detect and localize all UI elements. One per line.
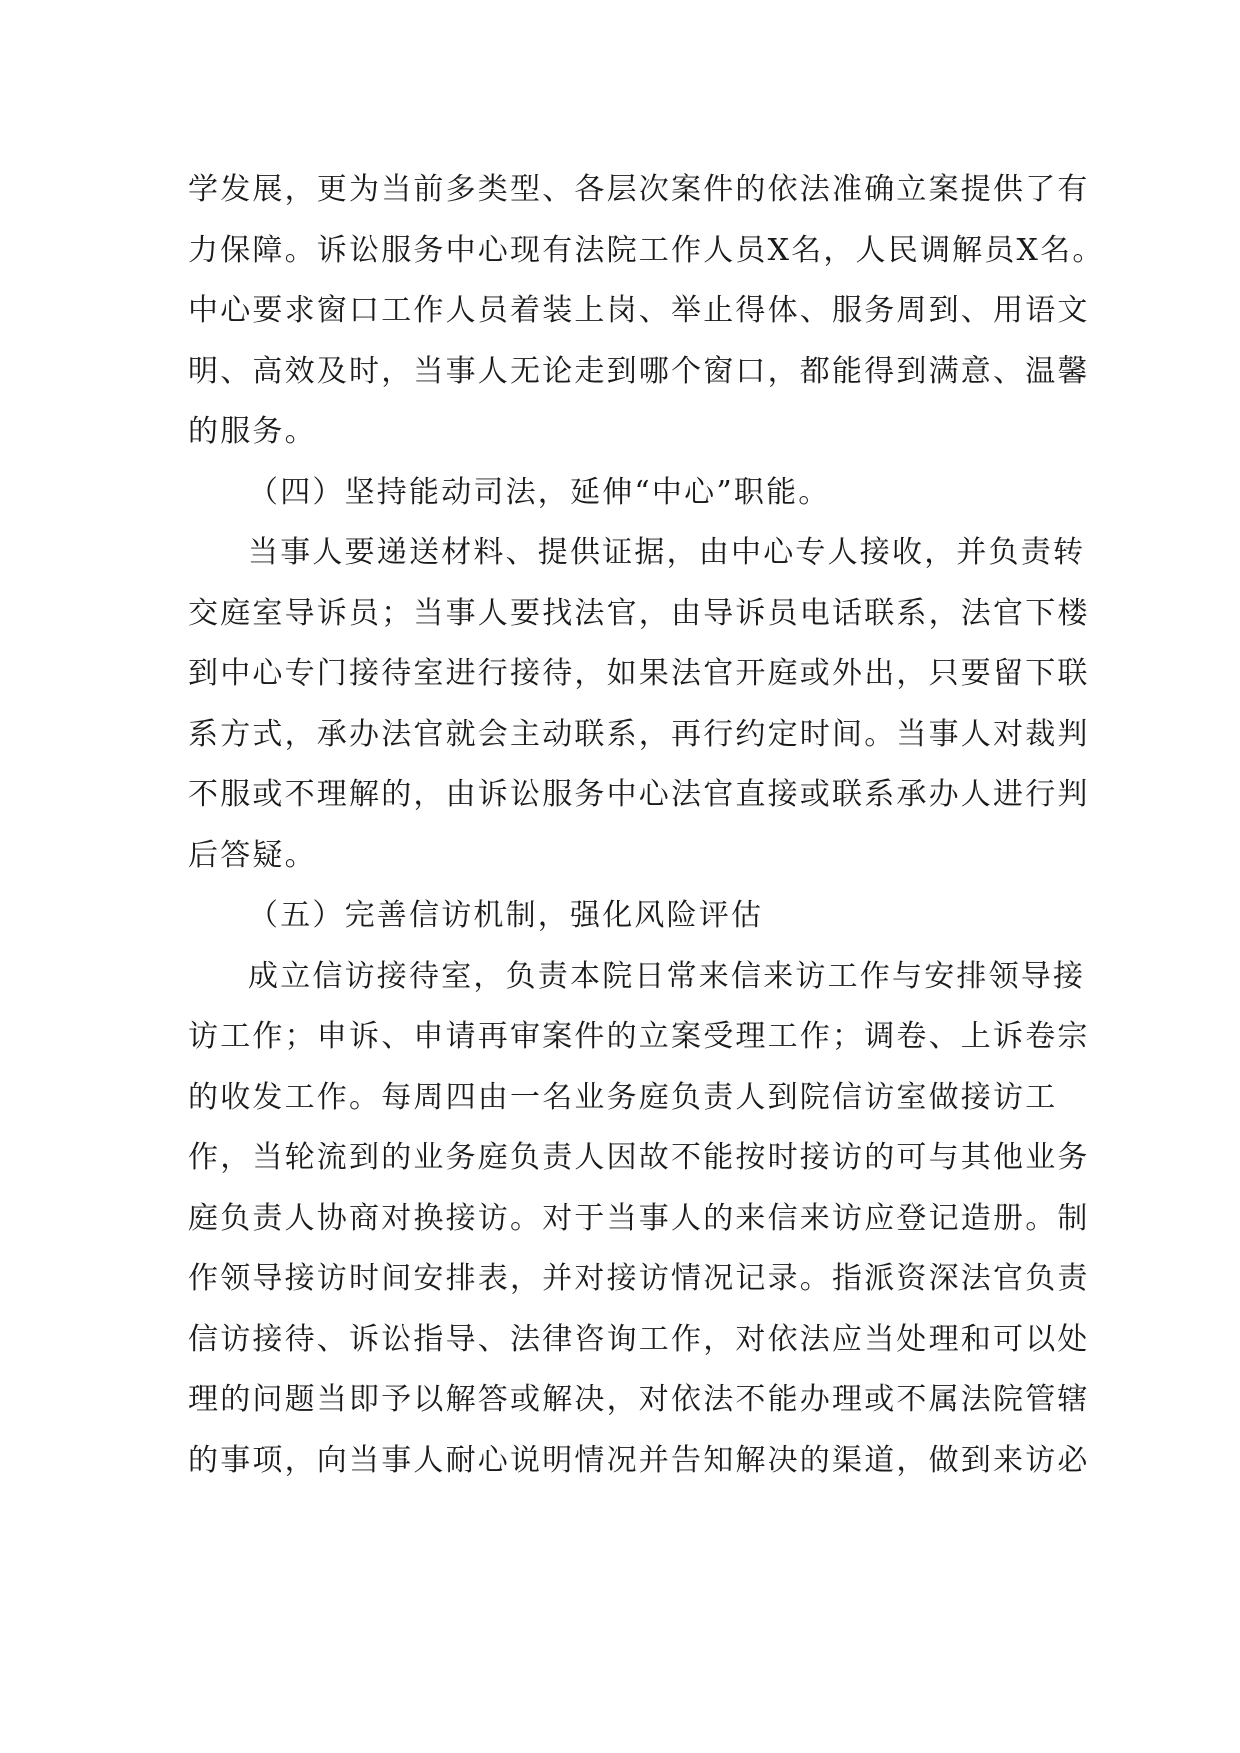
body-line: 信访接待、诉讼指导、法律咨询工作，对依法应当处理和可以处 <box>188 1321 1090 1357</box>
body-line: 后答疑。 <box>188 837 317 873</box>
body-line: 作，当轮流到的业务庭负责人因故不能按时接访的可与其他业务 <box>188 1140 1090 1175</box>
paragraph-first-line: 成立信访接待室，负责本院日常来信来访工作与安排领导接 <box>248 958 1086 994</box>
body-line: 庭负责人协商对换接访。对于当事人的来信来访应登记造册。制 <box>188 1200 1090 1236</box>
body-line: 系方式，承办法官就会主动联系，再行约定时间。当事人对裁判 <box>188 716 1090 752</box>
body-line: 不服或不理解的，由诉讼服务中心法官直接或联系承办人进行判 <box>188 777 1090 812</box>
body-line: 学发展，更为当前多类型、各层次案件的依法准确立案提供了有 <box>188 172 1090 207</box>
document-body <box>188 160 1105 1491</box>
paragraph-first-line: 当事人要递送材料、提供证据，由中心专人接收，并负责转 <box>248 535 1086 570</box>
body-line: 的收发工作。每周四由一名业务庭负责人到院信访室做接访工 <box>188 1079 1058 1115</box>
section-heading-4: （四）坚持能动司法，延伸“中心”职能。 <box>248 474 831 510</box>
body-line: 的服务。 <box>188 414 317 449</box>
body-line: 的事项，向当事人耐心说明情况并告知解决的渠道，做到来访必 <box>188 1442 1090 1478</box>
body-line: 中心要求窗口工作人员着装上岗、举止得体、服务周到、用语文 <box>188 293 1090 328</box>
body-line: 力保障。诉讼服务中心现有法院工作人员X名，人民调解员X名。 <box>188 232 1105 268</box>
body-line: 到中心专门接待室进行接待，如果法官开庭或外出，只要留下联 <box>188 656 1090 691</box>
section-heading-5: （五）完善信访机制，强化风险评估 <box>248 898 764 933</box>
body-line: 交庭室导诉员；当事人要找法官，由导诉员电话联系，法官下楼 <box>188 595 1090 631</box>
body-line: 明、高效及时，当事人无论走到哪个窗口，都能得到满意、温馨 <box>188 353 1090 389</box>
body-line: 访工作；申诉、申请再审案件的立案受理工作；调卷、上诉卷宗 <box>188 1019 1090 1054</box>
body-line: 作领导接访时间安排表，并对接访情况记录。指派资深法官负责 <box>188 1261 1090 1296</box>
body-line: 理的问题当即予以解答或解决，对依法不能办理或不属法院管辖 <box>188 1382 1090 1417</box>
